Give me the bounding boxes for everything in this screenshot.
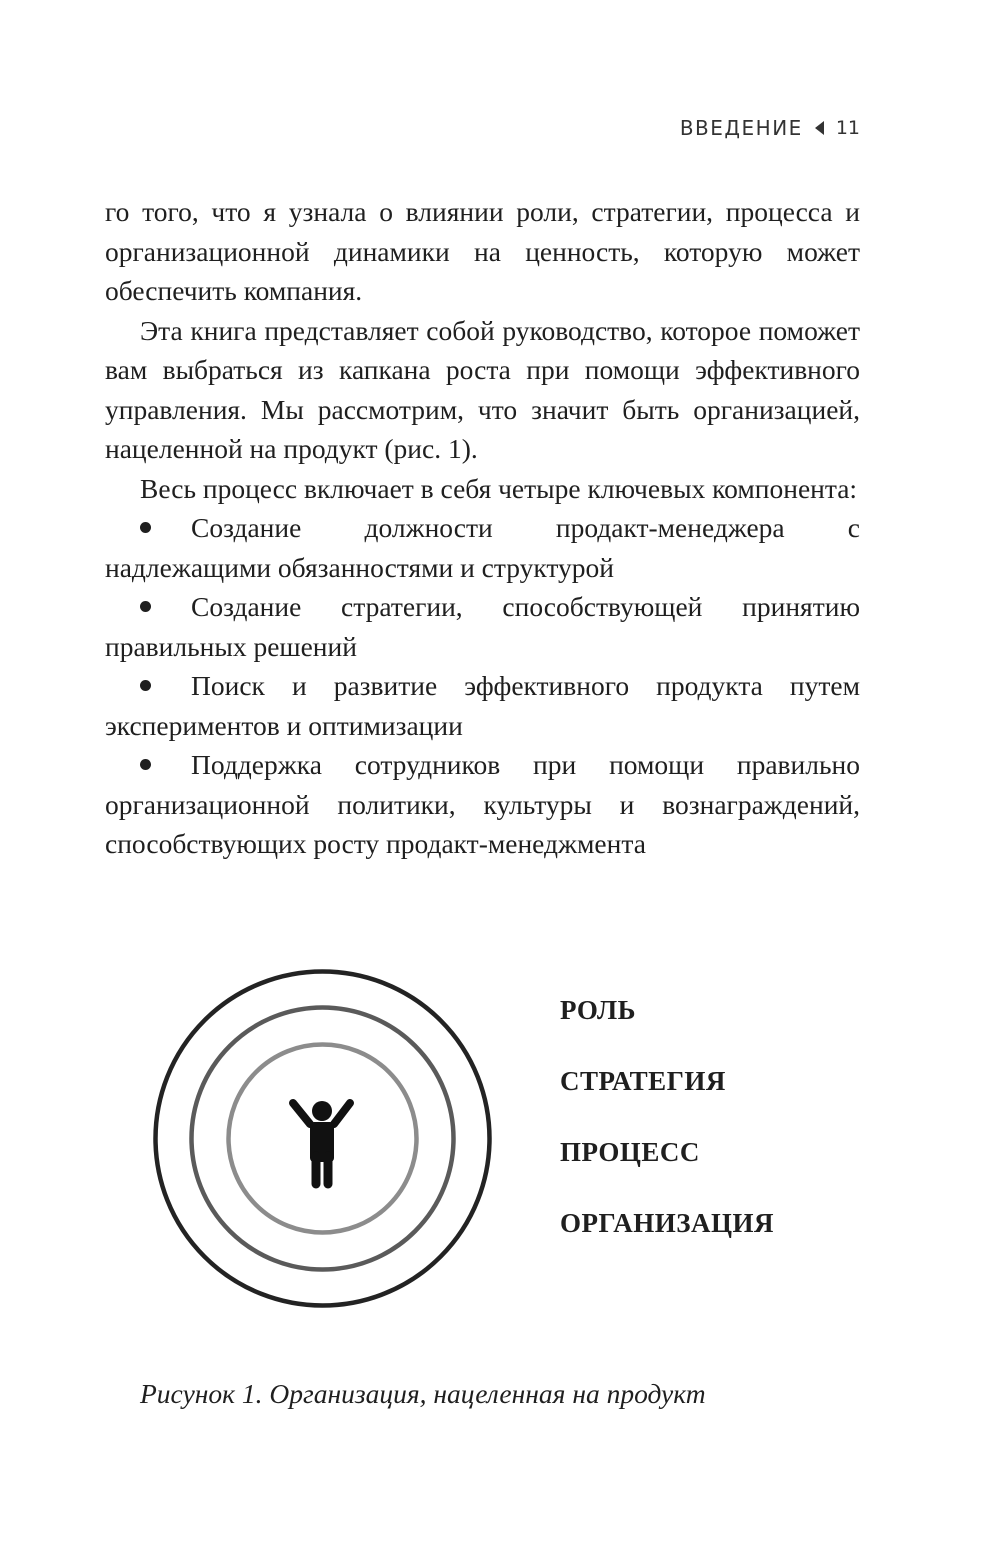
page-number: 11 bbox=[835, 117, 860, 139]
triangle-left-icon bbox=[815, 121, 824, 135]
bullet-icon bbox=[140, 759, 151, 770]
list-item bbox=[105, 508, 860, 587]
bullet-icon bbox=[140, 522, 151, 533]
label-strategy: СТРАТЕГИЯ bbox=[560, 1066, 726, 1096]
paragraph: го того, что я узнала о влиянии роли, стратегии, процесса и организационной динамики на ценность, которую может обеспечить компания. bbox=[105, 196, 860, 306]
label-role: РОЛЬ bbox=[560, 995, 636, 1025]
list-item-text: Поиск и развитие эффективного продукта путем экспериментов и оптимизации bbox=[105, 670, 860, 741]
list-item bbox=[105, 666, 860, 745]
paragraph: Эта книга представляет собой руководство, которое поможет вам выбраться из капкана роста при помощи эффективного управления. Мы рассмотрим, что значит быть организацией, нацеленной на продукт (рис. 1). bbox=[105, 314, 860, 464]
running-head bbox=[680, 116, 860, 140]
figure-labels bbox=[560, 995, 774, 1279]
label-organization: ОРГАНИЗАЦИЯ bbox=[560, 1208, 774, 1238]
list-item-text: Создание должности продакт-менеджера с надлежащими обязанностями и структурой bbox=[105, 512, 860, 583]
list-item bbox=[105, 587, 860, 666]
bullet-icon bbox=[140, 680, 151, 691]
list-item-text: Поддержка сотрудников при помощи правильно организационной политики, культуры и вознаграждений, способствующих росту продакт-менеджмента bbox=[105, 749, 860, 859]
figure-caption: Рисунок 1. Организация, нацеленная на продукт bbox=[140, 1378, 706, 1409]
paragraph: Весь процесс включает в себя четыре ключевых компонента: bbox=[140, 472, 858, 504]
label-process: ПРОЦЕСС bbox=[560, 1137, 700, 1167]
concentric-circles-figure bbox=[150, 966, 495, 1311]
body-text bbox=[105, 192, 860, 864]
person-icon bbox=[293, 1101, 350, 1184]
list-item bbox=[105, 745, 860, 864]
bullet-icon bbox=[140, 601, 151, 612]
list-item-text: Создание стратегии, способствующей принятию правильных решений bbox=[105, 591, 860, 662]
section-title: ВВЕДЕНИЕ bbox=[679, 116, 803, 140]
